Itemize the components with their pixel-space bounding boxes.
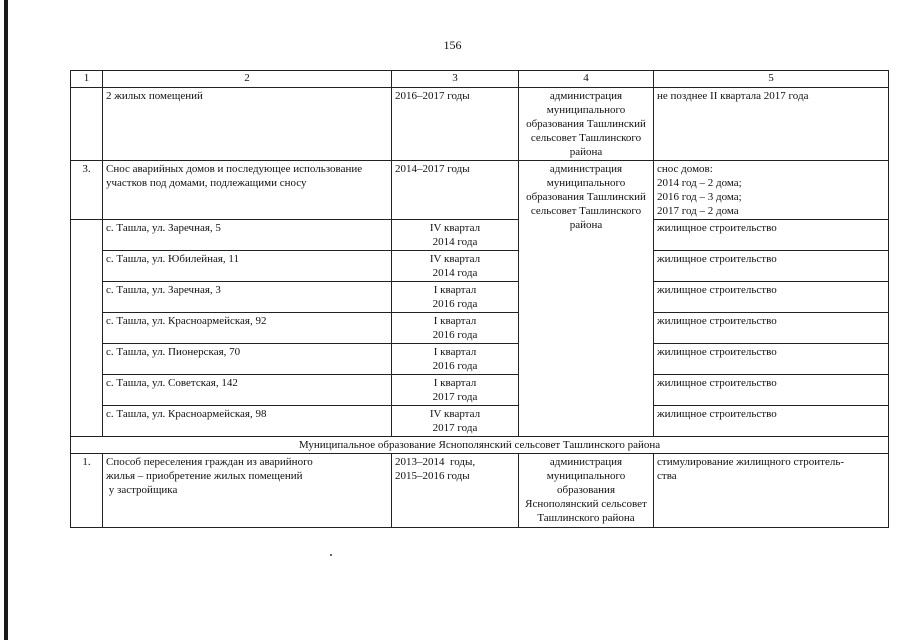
deadline-year: 2016 года bbox=[432, 298, 478, 310]
address-cell: с. Ташла, ул. Советская, 142 bbox=[103, 375, 392, 406]
table-row bbox=[71, 454, 889, 528]
admin-cell: администрация муниципального образования Ташлинский сельсовет Ташлинского района bbox=[519, 88, 654, 161]
result-line: 2014 год – 2 дома; bbox=[657, 177, 742, 189]
table-row bbox=[71, 313, 889, 344]
result-line: 2017 год – 2 дома bbox=[657, 205, 739, 217]
measure-line: у застройщика bbox=[106, 484, 178, 496]
result-cell bbox=[654, 454, 889, 528]
deadline-quarter: I квартал bbox=[433, 346, 477, 358]
table-row bbox=[71, 88, 889, 161]
result-line: снос домов: bbox=[657, 163, 713, 175]
deadline-cell bbox=[392, 220, 519, 251]
address-cell: с. Ташла, ул. Заречная, 3 bbox=[103, 282, 392, 313]
header-cell-2: 2 bbox=[103, 71, 392, 88]
header-cell-4: 4 bbox=[519, 71, 654, 88]
table-row bbox=[71, 220, 889, 251]
table-row bbox=[71, 406, 889, 437]
program-table bbox=[70, 70, 889, 528]
measure-line: жилья – приобретение жилых помещений bbox=[106, 470, 303, 482]
use-cell: жилищное строительство bbox=[654, 220, 889, 251]
deadline-year: 2017 года bbox=[432, 391, 478, 403]
scan-speck bbox=[330, 554, 332, 556]
measure-cell bbox=[103, 454, 392, 528]
result-cell: не позднее II квартала 2017 года bbox=[654, 88, 889, 161]
row-number-cell: 1. bbox=[71, 454, 103, 528]
deadline-quarter: I квартал bbox=[433, 377, 477, 389]
deadline-quarter: IV квартал bbox=[429, 253, 481, 265]
use-cell: жилищное строительство bbox=[654, 375, 889, 406]
measure-line: Способ переселения граждан из аварийного bbox=[106, 456, 313, 468]
deadline-year: 2016 года bbox=[432, 329, 478, 341]
measure-cell: 2 жилых помещений bbox=[103, 88, 392, 161]
period-line: 2013–2014 годы, bbox=[395, 456, 476, 468]
address-cell: с. Ташла, ул. Красноармейская, 92 bbox=[103, 313, 392, 344]
table-row bbox=[71, 251, 889, 282]
page-number: 156 bbox=[443, 38, 462, 52]
result-line: стимулирование жилищного строитель- bbox=[657, 456, 845, 468]
use-cell: жилищное строительство bbox=[654, 282, 889, 313]
row-number-cell bbox=[71, 220, 103, 437]
deadline-cell bbox=[392, 344, 519, 375]
deadline-quarter: IV квартал bbox=[429, 222, 481, 234]
deadline-year: 2014 года bbox=[432, 267, 478, 279]
header-cell-5: 5 bbox=[654, 71, 889, 88]
table-row bbox=[71, 161, 889, 220]
deadline-quarter: IV квартал bbox=[429, 408, 481, 420]
header-cell-3: 3 bbox=[392, 71, 519, 88]
scan-edge-bar bbox=[4, 0, 8, 640]
table-row bbox=[71, 344, 889, 375]
result-line: 2016 год – 3 дома; bbox=[657, 191, 742, 203]
measure-cell: Снос аварийных домов и последующее использование участков под домами, подлежащими сносу bbox=[103, 161, 392, 220]
deadline-year: 2014 года bbox=[432, 236, 478, 248]
period-cell bbox=[392, 454, 519, 528]
period-cell: 2014–2017 годы bbox=[392, 161, 519, 220]
result-line: ства bbox=[657, 470, 677, 482]
deadline-cell bbox=[392, 282, 519, 313]
deadline-year: 2017 года bbox=[432, 422, 478, 434]
use-cell: жилищное строительство bbox=[654, 313, 889, 344]
use-cell: жилищное строительство bbox=[654, 406, 889, 437]
deadline-cell bbox=[392, 406, 519, 437]
section-heading: Муниципальное образование Яснополянский сельсовет Ташлинского района bbox=[71, 437, 889, 454]
section-heading-row bbox=[71, 437, 889, 454]
address-cell: с. Ташла, ул. Пионерская, 70 bbox=[103, 344, 392, 375]
deadline-cell bbox=[392, 251, 519, 282]
address-cell: с. Ташла, ул. Красноармейская, 98 bbox=[103, 406, 392, 437]
deadline-cell bbox=[392, 375, 519, 406]
deadline-cell bbox=[392, 313, 519, 344]
address-cell: с. Ташла, ул. Заречная, 5 bbox=[103, 220, 392, 251]
result-cell bbox=[654, 161, 889, 220]
deadline-year: 2016 года bbox=[432, 360, 478, 372]
table-row bbox=[71, 282, 889, 313]
header-cell-1: 1 bbox=[71, 71, 103, 88]
admin-cell: администрация муниципального образования Яснополянский сельсовет Ташлинского района bbox=[519, 454, 654, 528]
deadline-quarter: I квартал bbox=[433, 315, 477, 327]
address-cell: с. Ташла, ул. Юбилейная, 11 bbox=[103, 251, 392, 282]
use-cell: жилищное строительство bbox=[654, 251, 889, 282]
use-cell: жилищное строительство bbox=[654, 344, 889, 375]
header-row bbox=[71, 71, 889, 88]
period-cell: 2016–2017 годы bbox=[392, 88, 519, 161]
row-number-cell: 3. bbox=[71, 161, 103, 220]
period-line: 2015–2016 годы bbox=[395, 470, 470, 482]
admin-cell: администрация муниципального образования Ташлинский сельсовет Ташлинского района bbox=[519, 161, 654, 437]
row-number-cell bbox=[71, 88, 103, 161]
table-row bbox=[71, 375, 889, 406]
deadline-quarter: I квартал bbox=[433, 284, 477, 296]
